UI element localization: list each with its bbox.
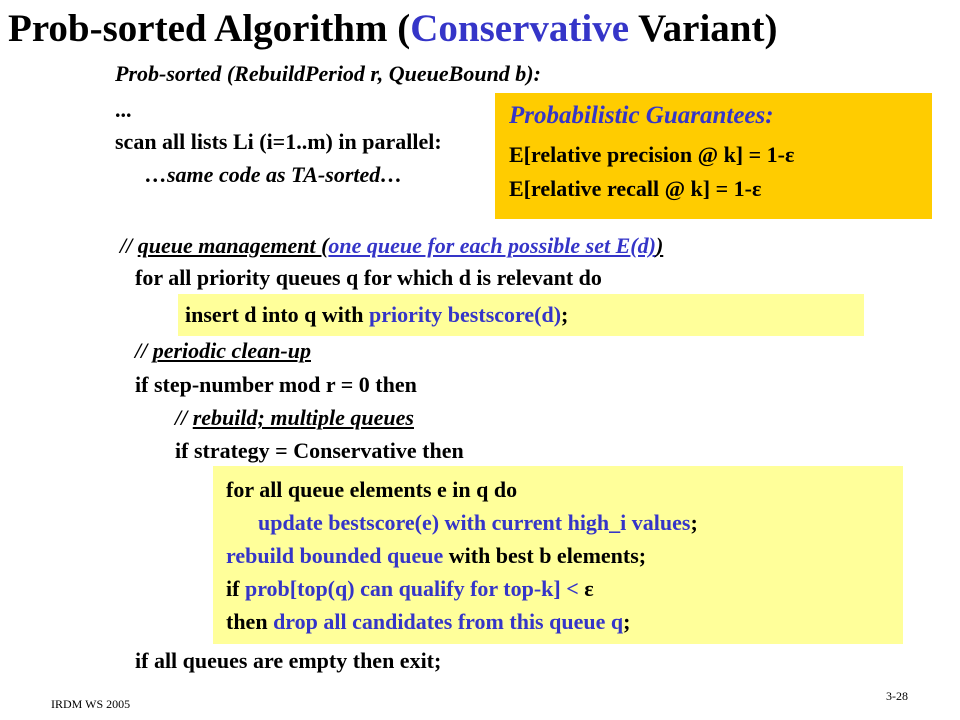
- periodic-cleanup-comment: [135, 336, 311, 366]
- update-blue: update bestscore(e) with current high_i values: [258, 510, 691, 535]
- for-elements-line: for all queue elements e in q do: [226, 477, 518, 502]
- ellipsis-line: ...: [115, 97, 132, 122]
- footer-course: IRDM WS 2005: [51, 697, 131, 711]
- queue-comment-blue: one queue for each possible set E(d): [328, 233, 656, 258]
- for-all-queues-line: for all priority queues q for which d is relevant do: [135, 265, 602, 290]
- guarantee-precision: E[relative precision @ k] = 1-ε: [509, 142, 795, 167]
- then-drop-line: [226, 607, 630, 637]
- title-accent: Conservative: [410, 7, 630, 50]
- queue-comment-text: queue management (: [137, 233, 329, 258]
- rebuild-black: with best b elements;: [443, 543, 647, 568]
- insert-line: [185, 300, 568, 330]
- if-step-line: if step-number mod r = 0 then: [135, 372, 417, 397]
- comment-slashes: //: [120, 233, 138, 258]
- title-part-1: Prob-sorted Algorithm (: [8, 7, 411, 50]
- update-end: ;: [690, 510, 698, 535]
- then-drop-black: then: [226, 609, 274, 634]
- queue-comment-close: ): [655, 233, 664, 258]
- periodic-comment-text: periodic clean-up: [152, 338, 311, 363]
- probabilistic-guarantees-box: [495, 93, 932, 219]
- function-signature: Prob-sorted (RebuildPeriod r, QueueBound b):: [115, 61, 541, 86]
- scan-lists-line: scan all lists Li (i=1..m) in parallel:: [115, 129, 442, 154]
- rebuild-comment-text: rebuild; multiple queues: [192, 405, 414, 430]
- queue-management-comment: [120, 231, 663, 261]
- then-drop-blue: drop all candidates from this queue q: [273, 609, 624, 634]
- if-strategy-line: if strategy = Conservative then: [175, 438, 464, 463]
- title-part-2: Variant): [629, 7, 778, 50]
- comment-slashes: //: [175, 405, 193, 430]
- if-prob-black: if: [226, 576, 245, 601]
- same-code-line: …same code as TA-sorted…: [145, 162, 403, 187]
- exit-line: if all queues are empty then exit;: [135, 648, 442, 673]
- insert-black: insert d into q with: [185, 302, 369, 327]
- footer-page-number: 3-28: [886, 689, 908, 703]
- rebuild-comment: [175, 403, 414, 433]
- if-prob-line: [226, 574, 594, 604]
- guarantees-heading: Probabilistic Guarantees:: [509, 102, 774, 129]
- rebuild-line: [226, 541, 646, 571]
- rebuild-blue: rebuild bounded queue: [226, 543, 444, 568]
- comment-slashes: //: [135, 338, 153, 363]
- update-line: [258, 508, 698, 538]
- then-drop-end: ;: [623, 609, 631, 634]
- slide-title: [8, 4, 777, 54]
- guarantee-recall: E[relative recall @ k] = 1-ε: [509, 176, 762, 201]
- insert-blue: priority bestscore(d): [368, 302, 562, 327]
- if-prob-epsilon: ε: [584, 576, 594, 601]
- insert-end: ;: [561, 302, 569, 327]
- if-prob-blue: prob[top(q) can qualify for top-k] <: [244, 576, 585, 601]
